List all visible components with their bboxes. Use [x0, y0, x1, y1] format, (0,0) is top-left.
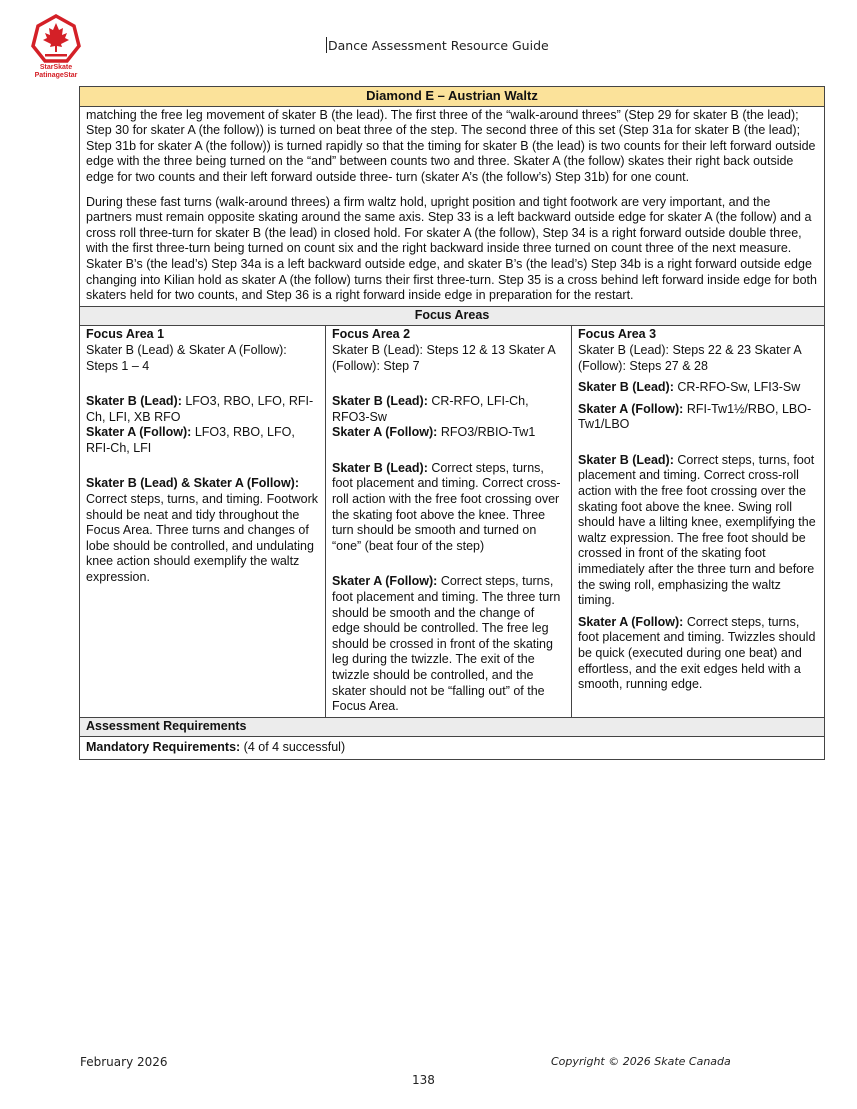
logo-text-1: StarSkate	[39, 64, 73, 71]
focus-area-3-note-lead: Skater B (Lead): Correct steps, turns, foot placement and timing. Correct cross-roll action with the free foot crossing over the skating foot above the knee. Swing roll should have a lilting knee, exemplifying the waltz expression. The free foot should be crossed in front of the skating foot immediately after the three turn and before the swing roll, emphasizing the waltz timing.	[578, 452, 816, 608]
focus-area-2-follow: Skater A (Follow): RFO3/RBIO-Tw1	[332, 425, 536, 440]
intro-paragraph-2: During these fast turns (walk-around threes) a firm waltz hold, upright position and tight footwork are very important, and the partners must remain opposite skating around the same axis. Step 33 is a left backward outside edge for skater A (the follow) and a cross roll three-turn for skater B (the lead) in closed hold. For skater A (the follow), Step 34 is a right forward outside double three, with the first three-turn being turned on count six and the right backward inside three turned on count three of the next measure. Skater B’s (the lead’s) Step 34a is a left backward outside edge, and skater B’s (the lead’s) Step 34b is a right forward outside edge changing into Kilian hold as skater A (the follow) turns their first three-turn. Step 35 is a cross behind left forward inside edge for both skaters held for two counts, and Step 36 is a right forward inside edge in preparation for the restart.	[86, 194, 817, 303]
focus-area-2-cell	[326, 326, 572, 717]
logo-text-2: PatinageStar	[34, 71, 78, 79]
page-title: Dance Assessment Resource Guide	[328, 38, 549, 53]
mandatory-requirements: Mandatory Requirements: (4 of 4 successful)	[80, 737, 825, 760]
focus-area-1-follow: Skater A (Follow): LFO3, RBO, LFO, RFI-Ch, LFI	[86, 425, 295, 455]
focus-area-3-note-follow: Skater A (Follow): Correct steps, turns, foot placement and timing. Twizzles should be quick (executed during one beat) and effortless, and the exit edges held with a smooth, running edge.	[578, 614, 816, 692]
focus-area-1-note: Skater B (Lead) & Skater A (Follow): Correct steps, turns, and timing. Footwork should be neat and tidy throughout the Focus Area. Three turns and changes of lobe should be controlled, and undulating knee action should exemplify the waltz expression.	[86, 476, 319, 585]
focus-area-3-title: Focus Area 3	[578, 327, 657, 342]
focus-area-3-lead: Skater B (Lead): CR-RFO-Sw, LFI3-Sw	[578, 380, 801, 395]
page-number: 138	[412, 1073, 435, 1087]
maple-leaf-skate-icon	[30, 14, 82, 64]
focus-area-3-subtitle: Skater B (Lead): Steps 22 & 23 Skater A (Follow): Steps 27 & 28	[578, 342, 802, 373]
focus-areas-header: Focus Areas	[80, 306, 825, 326]
focus-area-1-cell	[80, 326, 326, 717]
focus-area-2-note-lead: Skater B (Lead): Correct steps, turns, foot placement and timing. Correct cross-roll action with the free foot crossing over the skating foot above the knee. Three turn should be smooth and turned on “one” (beat four of the step)	[332, 460, 561, 553]
focus-area-1-lead: Skater B (Lead): LFO3, RBO, LFO, RFI-Ch, LFI, XB RFO	[86, 394, 314, 424]
assessment-header: Assessment Requirements	[80, 717, 825, 737]
focus-area-3-follow: Skater A (Follow): RFI-Tw1½/RBO, LBO-Tw1/LBO	[578, 401, 812, 432]
intro-cell	[80, 106, 825, 306]
footer-date: February 2026	[80, 1055, 168, 1069]
skate-canada-logo	[22, 14, 90, 90]
focus-area-2-lead: Skater B (Lead): CR-RFO, LFI-Ch, RFO3-Sw	[332, 394, 529, 424]
intro-paragraph-1: matching the free leg movement of skater B (the lead). The first three of the “walk-around threes” (Step 29 for skater B (the lead); Step 30 for skater A (the follow)) is turned on beat three of the step. The second three of this set (Step 31a for skater B (the lead); Step 31b for skater A (the follow)) is turned rapidly so that the timing for skater B (the lead) is two counts for their left forward outside edge with the three being turned on the “and” between counts two and three. Skater A (the follow) skates their right back outside edge for two counts and their left forward outside three- turn (skater A’s (the follow’s) Step 31b) for one count.	[86, 107, 816, 184]
focus-area-table	[79, 86, 825, 760]
focus-area-2-note-follow: Skater A (Follow): Correct steps, turns, foot placement and timing. The three turn should be smooth and the change of edge should be controlled. The free leg should be crossed in front of the skating leg during the twizzle. The exit of the twizzle should be controlled, and the skater should not be “falling out” of the Focus Area.	[332, 574, 561, 714]
focus-area-1-subtitle: Skater B (Lead) & Skater A (Follow): Steps 1 – 4	[86, 342, 287, 373]
focus-area-2-title: Focus Area 2	[332, 327, 411, 342]
focus-area-1-title: Focus Area 1	[86, 327, 165, 342]
focus-area-2-subtitle: Skater B (Lead): Steps 12 & 13 Skater A (Follow): Step 7	[332, 342, 556, 373]
focus-area-3-cell	[572, 326, 825, 717]
band-title: Diamond E – Austrian Waltz	[80, 87, 825, 107]
footer-copyright: Copyright © 2026 Skate Canada	[551, 1055, 731, 1068]
